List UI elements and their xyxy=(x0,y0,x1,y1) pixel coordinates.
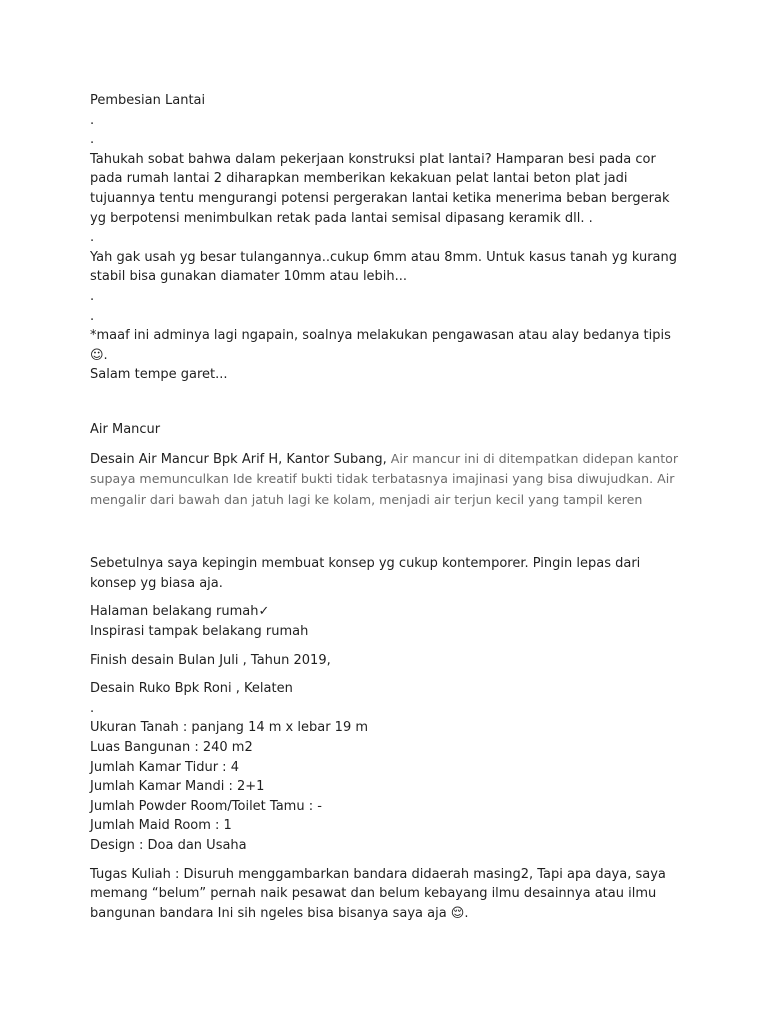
separator-dot: . xyxy=(90,230,95,246)
spec-item: Luas Bangunan : 240 m2 xyxy=(90,740,253,756)
section-title: Desain Ruko Bpk Roni , Kelaten xyxy=(90,681,293,697)
spacer xyxy=(90,510,680,554)
spec-item: Jumlah Powder Room/Toilet Tamu : - xyxy=(90,798,322,814)
section-ruko xyxy=(90,679,680,855)
text-line: Inspirasi tampak belakang rumah xyxy=(90,624,309,640)
paragraph: Sebetulnya saya kepingin membuat konsep yg cukup kontemporer. Pingin lepas dari konsep yg biasa aja. xyxy=(90,556,641,591)
spacer xyxy=(90,856,680,865)
section-title: Pembesian Lantai xyxy=(90,93,206,108)
spec-item: Ukuran Tanah : panjang 14 m x lebar 19 m xyxy=(90,720,369,736)
spacer xyxy=(90,670,680,679)
text-line: Finish desain Bulan Juli , Tahun 2019, xyxy=(90,652,331,668)
separator-dot: . xyxy=(90,112,95,128)
paragraph: *maaf ini adminya lagi ngapain, soalnya melakukan pengawasan atau alay bedanya tipis☺. xyxy=(90,328,671,363)
spec-item: Design : Doa dan Usaha xyxy=(90,838,247,853)
spec-item: Jumlah Maid Room : 1 xyxy=(90,818,232,834)
separator-dot: . xyxy=(90,700,95,716)
paragraph xyxy=(90,449,680,511)
paragraph-lead: Desain Air Mancur Bpk Arif H, Kantor Subang, xyxy=(90,451,387,467)
text-line: Halaman belakang rumah✓ xyxy=(90,604,270,620)
spacer xyxy=(90,385,680,420)
paragraph: Tahukah sobat bahwa dalam pekerjaan konstruksi plat lantai? Hamparan besi pada cor pada rumah lantai 2 diharapkan memberikan kekakuan pelat lantai beton plat jadi tujuannya tentu mengurangi potensi pergerakan lantai ketika menerima beban bergerak yg berpotensi menimbulkan retak pada lantai semisal dipasang keramik dll. . xyxy=(90,151,670,226)
spacer xyxy=(90,642,680,651)
paragraph: Salam tempe garet... xyxy=(90,367,228,383)
document-body xyxy=(90,91,680,923)
spec-item: Jumlah Kamar Mandi : 2+1 xyxy=(90,779,265,795)
separator-dot: . xyxy=(90,308,95,324)
section-air-mancur xyxy=(90,420,680,510)
spacer xyxy=(90,440,680,449)
separator-dot: . xyxy=(90,132,95,148)
separator-dot: . xyxy=(90,288,95,304)
paragraph: Tugas Kuliah : Disuruh menggambarkan bandara didaerah masing2, Tapi apa daya, saya memang “belum” pernah naik pesawat dan belum kebayang ilmu desainnya atau ilmu bangunan bandara Ini sih ngeles bisa bisanya saya aja 😌. xyxy=(90,866,666,921)
section-tugas-kuliah xyxy=(90,865,680,924)
spec-item: Jumlah Kamar Tidur : 4 xyxy=(90,759,239,775)
paragraph-body: Air mancur ini di ditempatkan didepan kantor supaya memunculkan Ide kreatif bukti tidak terbatasnya imajinasi yang bisa diwujudkan. Air mengalir dari bawah dan jatuh lagi ke kolam, menjadi air terjun kecil yang tampil keren xyxy=(90,450,679,507)
section-pembesian-lantai xyxy=(90,91,680,385)
paragraph: Yah gak usah yg besar tulangannya..cukup 6mm atau 8mm. Untuk kasus tanah yg kurang stabil bisa gunakan diamater 10mm atau lebih... xyxy=(90,249,677,285)
section-title: Air Mancur xyxy=(90,421,161,437)
section-kontemporer xyxy=(90,554,680,670)
spacer xyxy=(90,593,680,602)
